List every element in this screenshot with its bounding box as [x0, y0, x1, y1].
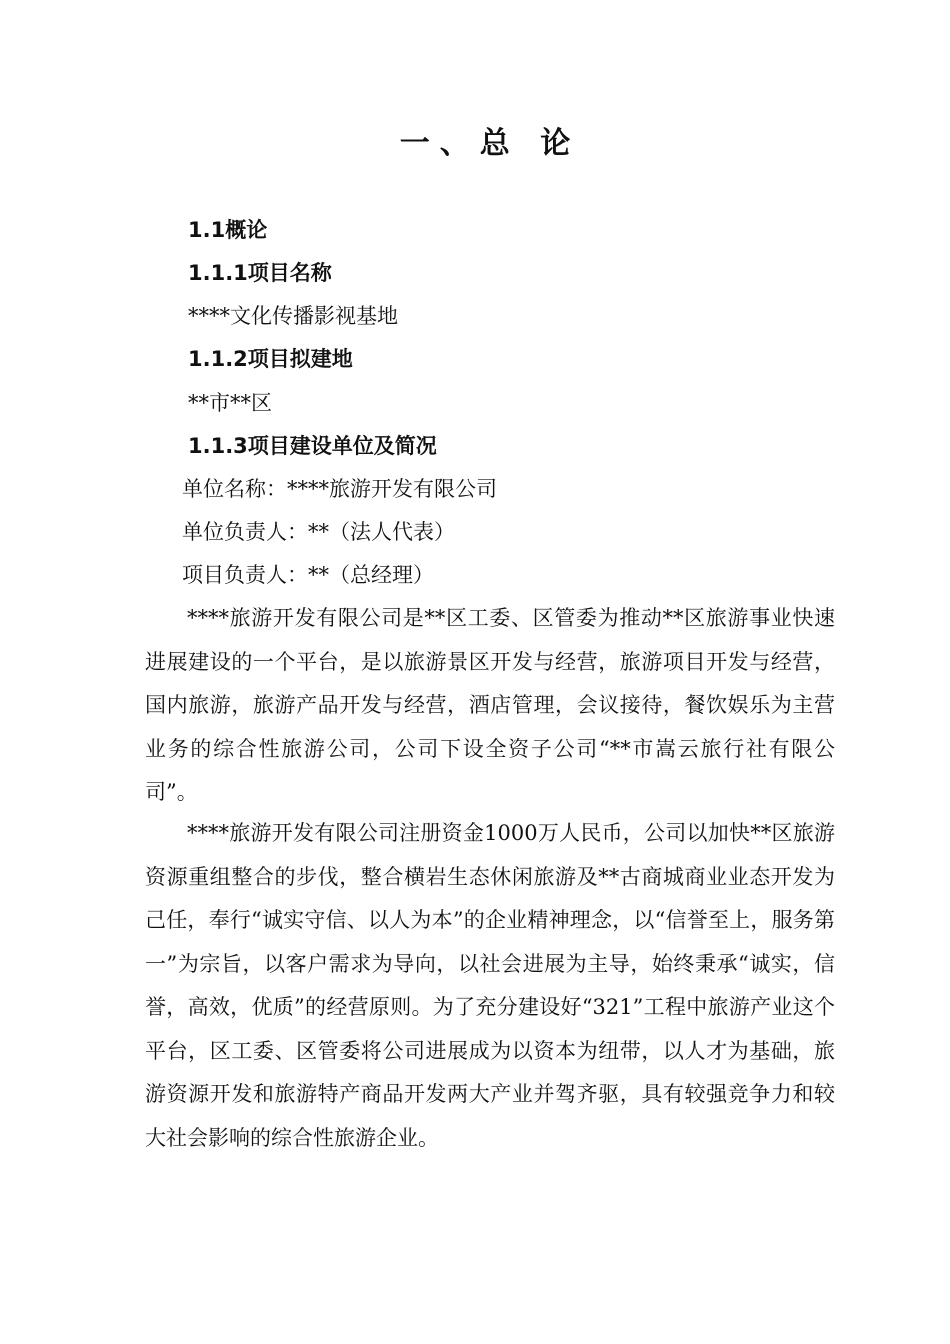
project-name: ****文化传播影视基地: [188, 304, 398, 328]
project-head: 项目负责人：**（总经理）: [182, 563, 434, 587]
page-title: 一、总 论: [399, 126, 581, 161]
unit-name: 单位名称：****旅游开发有限公司: [182, 477, 497, 501]
unit-head: 单位负责人：**（法人代表）: [182, 520, 455, 544]
paragraph-company-capital: ****旅游开发有限公司注册资金1000万人民币，公司以加快**区旅游资源重组整合的步伐，整合横岩生态休闲旅游及**古商城商业业态开发为己任，奉行“诚实守信、以人为本”的企业精神理念，以“信誉至上，服务第一”为宗旨，以客户需求为导向，以社会进展为主导，始终秉承“诚实，信誉，高效，优质”的经营原则。为了充分建设好“321”工程中旅游产业这个平台，区工委、区管委将公司进展成为以资本为纽带，以人才为基础，旅游资源开发和旅游特产商品开发两大产业并驾齐驱，具有较强竞争力和较大社会影响的综合性旅游企业。: [145, 821, 835, 1150]
heading-1-1: 1.1概论: [188, 218, 268, 242]
paragraph-company-intro: ****旅游开发有限公司是**区工委、区管委为推动**区旅游事业快速进展建设的一个平台，是以旅游景区开发与经营，旅游项目开发与经营，国内旅游，旅游产品开发与经营，酒店管理，会议接待，餐饮娱乐为主营业务的综合性旅游公司，公司下设全资子公司“**市嵩云旅行社有限公司”。: [145, 606, 835, 804]
heading-1-1-1: 1.1.1项目名称: [188, 261, 332, 285]
project-location: **市**区: [188, 391, 272, 415]
heading-1-1-2: 1.1.2项目拟建地: [188, 347, 353, 371]
heading-1-1-3: 1.1.3项目建设单位及简况: [188, 434, 437, 458]
